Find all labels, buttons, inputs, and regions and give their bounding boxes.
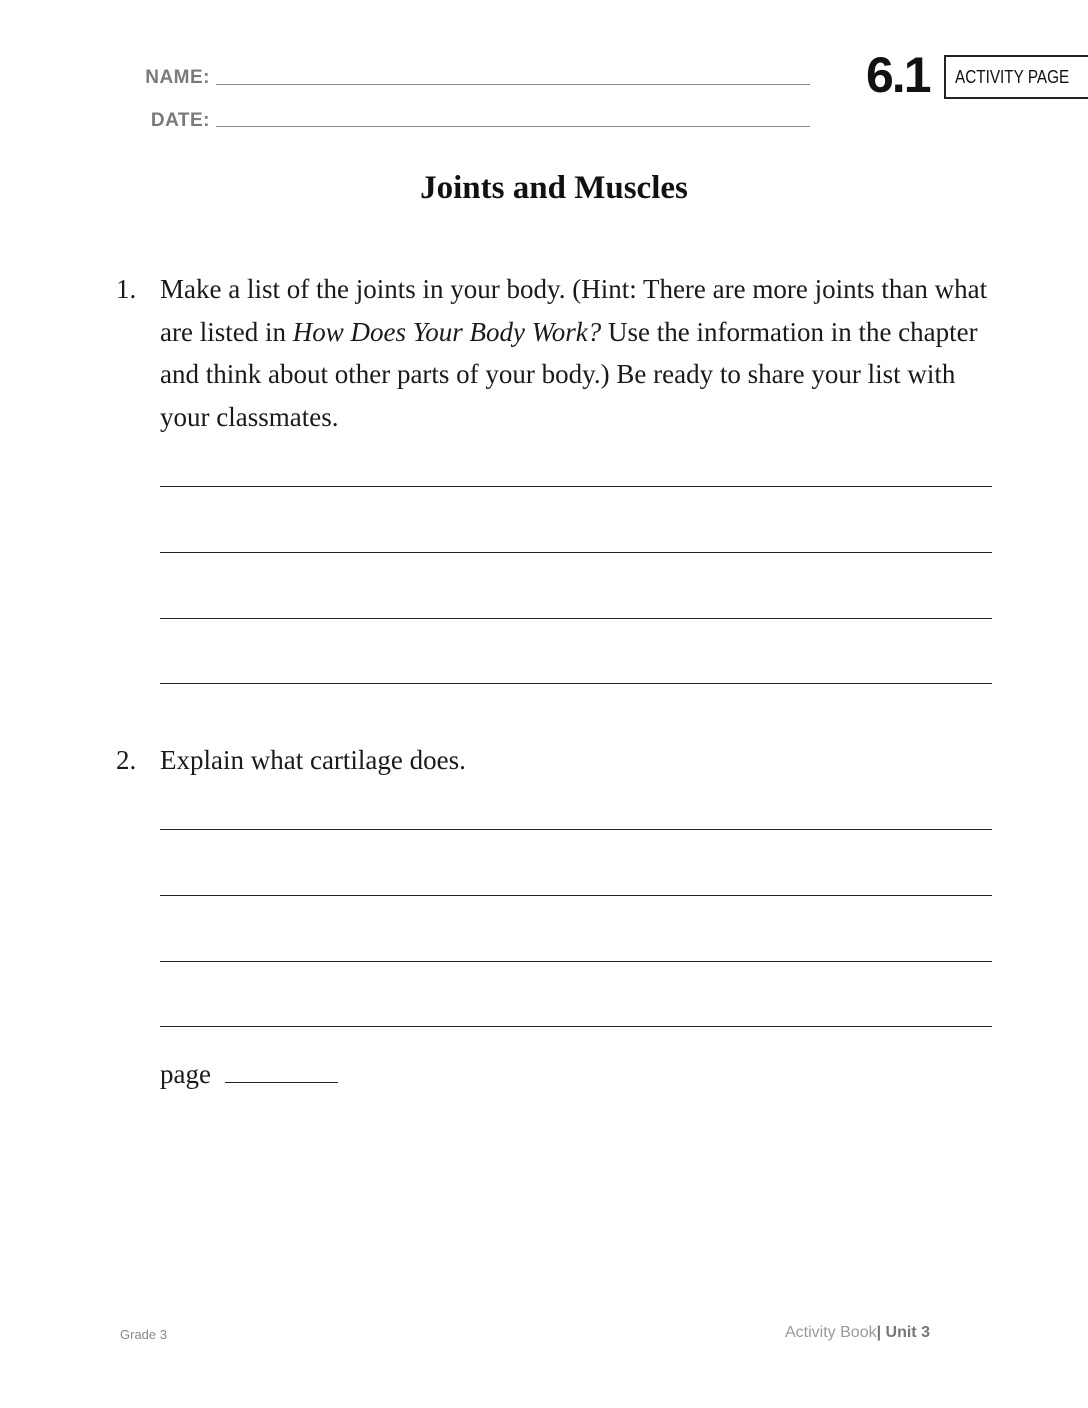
activity-page-tag bbox=[944, 55, 1088, 99]
date-label: DATE: bbox=[150, 110, 210, 131]
question-1-text-end: Use the information in the chapter and think about other parts of your body.) Be ready to share your list with your classmates. bbox=[160, 316, 978, 432]
question-1-answer-line-3[interactable] bbox=[160, 618, 992, 619]
question-2-answer-line-3[interactable] bbox=[160, 961, 992, 962]
footer-separator: | bbox=[876, 1324, 882, 1341]
question-1-answer-line-2[interactable] bbox=[160, 552, 992, 553]
question-2-answer-line-4[interactable] bbox=[160, 1026, 992, 1027]
footer-book-title: Activity Book bbox=[785, 1324, 877, 1341]
footer-grade: Grade 3 bbox=[120, 1327, 167, 1342]
activity-page-label: ACTIVITY PAGE bbox=[955, 67, 1070, 87]
question-2-number: 2. bbox=[116, 745, 137, 775]
date-field-line[interactable] bbox=[216, 126, 810, 127]
question-1-text-start: Make a list of the joints in your body. (Hint: There are more joints than what are listed in bbox=[160, 274, 988, 347]
name-field-line[interactable] bbox=[216, 84, 810, 85]
name-label: NAME: bbox=[145, 67, 210, 88]
question-1-answer-line-1[interactable] bbox=[160, 486, 992, 487]
activity-page-number: 6.1 bbox=[866, 47, 930, 103]
footer-book-info bbox=[785, 1324, 930, 1342]
footer-unit: Unit 3 bbox=[885, 1324, 930, 1341]
question-2-answer-line-1[interactable] bbox=[160, 829, 992, 830]
page-reference-label: page bbox=[160, 1059, 211, 1089]
question-2-answer-line-2[interactable] bbox=[160, 895, 992, 896]
page-title: Joints and Muscles bbox=[420, 170, 688, 206]
page-reference-line[interactable] bbox=[225, 1082, 338, 1083]
question-1-answer-line-4[interactable] bbox=[160, 683, 992, 684]
book-title: How Does Your Body Work? bbox=[292, 316, 602, 347]
question-1-number: 1. bbox=[116, 274, 137, 304]
question-2-text: Explain what cartilage does. bbox=[160, 745, 466, 775]
question-1-text bbox=[160, 268, 1000, 438]
